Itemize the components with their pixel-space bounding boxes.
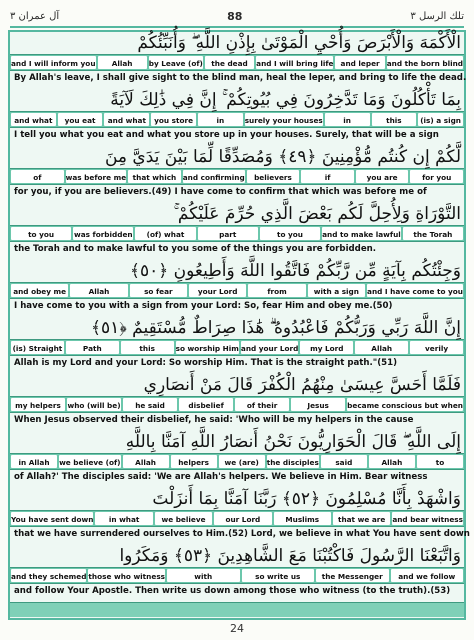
- english-translation: of Allah?' The disciples said: 'We are Allah's helpers. We believe in Him. Bear witness: [14, 472, 428, 482]
- word-translation: in: [198, 113, 243, 126]
- english-translation: for you, if you are believers.(49) I have come to confirm that which was before me of: [14, 187, 427, 197]
- word-translation: so worship Him: [176, 341, 239, 354]
- word-translation: You have sent down: [11, 512, 93, 525]
- word-translation: we believe (of): [59, 455, 120, 468]
- verse-block: [10, 317, 464, 370]
- word-translation: we believe: [155, 512, 212, 525]
- word-translation: the disciples: [267, 455, 319, 468]
- verse-block: [10, 203, 464, 256]
- word-translation: and confirming: [183, 170, 245, 183]
- word-translation: (is) Straight: [11, 341, 64, 354]
- word-translation: in: [325, 113, 370, 126]
- word-translation: to: [417, 455, 463, 468]
- word-translation: was before me: [66, 170, 127, 183]
- arabic-line: وَاشْهَدْ بِأَنَّا مُسْلِمُونَ ﴿٥٢﴾ رَبَّنَا آمَنَّا بِمَا أَنزَلْتَ: [152, 489, 461, 509]
- word-translation: said: [321, 455, 367, 468]
- word-translation: and what: [104, 113, 149, 126]
- word-translation: and I will bring life: [256, 56, 333, 69]
- word-translation: the Messenger: [316, 569, 389, 582]
- word-translation: Allah: [355, 341, 408, 354]
- word-translation: in what: [95, 512, 152, 525]
- word-translation: Jesus: [291, 398, 345, 411]
- verse-block: [10, 32, 467, 85]
- word-translation: to you: [260, 227, 320, 240]
- word-translation: your Lord: [189, 284, 246, 297]
- word-translation: that which: [128, 170, 181, 183]
- verse-block: [10, 146, 464, 199]
- word-translation: (of) what: [135, 227, 195, 240]
- word-translation: Path: [66, 341, 119, 354]
- word-by-word-row: [10, 111, 464, 128]
- word-translation: (is) a sign: [418, 113, 463, 126]
- word-translation: if: [301, 170, 354, 183]
- word-translation: those who witness: [88, 569, 165, 582]
- word-translation: was forbidden: [73, 227, 133, 240]
- word-translation: with a sign: [308, 284, 365, 297]
- surah-name: آل عمران ٣: [10, 10, 60, 22]
- arabic-line: فَلَمَّا أَحَسَّ عِيسَىٰ مِنْهُمُ الْكُفْرَ قَالَ مَنْ أَنصَارِي: [143, 375, 461, 395]
- word-translation: became conscious but when: [347, 398, 463, 411]
- word-by-word-row: [10, 54, 464, 71]
- word-translation: you eat: [58, 113, 103, 126]
- word-translation: for you: [410, 170, 463, 183]
- word-translation: in Allah: [11, 455, 57, 468]
- word-translation: and we follow: [391, 569, 464, 582]
- english-translation: and follow Your Apostle. Then write us down among those who witness (to the truth).(53): [14, 586, 451, 596]
- word-by-word-row: [10, 453, 464, 470]
- arabic-line: وَجِئْتُكُم بِآيَةٍ مِّن رَّبِّكُمْ فَاتَّقُوا اللَّهَ وَأَطِيعُونِ ﴿٥٠﴾: [130, 261, 461, 281]
- word-translation: Allah: [98, 56, 147, 69]
- arabic-line: وَاتَّبَعْنَا الرَّسُولَ فَاكْتُبْنَا مَعَ الشَّاهِدِينَ ﴿٥٣﴾ وَمَكَرُوا: [119, 546, 461, 566]
- word-translation: you store: [151, 113, 196, 126]
- word-translation: this: [121, 341, 174, 354]
- verse-block: [10, 431, 464, 484]
- word-translation: Muslims: [274, 512, 331, 525]
- english-translation: the Torah and to make lawful to you some of the things you are forbidden.: [14, 244, 377, 254]
- word-translation: part: [198, 227, 258, 240]
- word-translation: surely your houses: [245, 113, 323, 126]
- header-divider: [10, 26, 464, 28]
- word-translation: Allah: [70, 284, 127, 297]
- english-translation: I tell you what you eat and what you store up in your houses. Surely, that will be a sign: [14, 130, 439, 140]
- footer-strip: [10, 602, 464, 617]
- word-translation: and the born blind: [387, 56, 463, 69]
- word-translation: so write us: [242, 569, 315, 582]
- word-by-word-row: [10, 396, 464, 413]
- word-translation: who (will be): [67, 398, 121, 411]
- word-translation: by Leave (of): [149, 56, 203, 69]
- word-by-word-row: [10, 510, 464, 527]
- word-translation: and bear witness: [392, 512, 463, 525]
- word-translation: the dead: [205, 56, 254, 69]
- word-translation: from: [248, 284, 305, 297]
- verse-block: [10, 545, 464, 598]
- english-translation: Allah is my Lord and your Lord: So worship Him. That is the straight path."(51): [14, 358, 398, 368]
- word-translation: and to make lawful: [322, 227, 401, 240]
- word-translation: this: [372, 113, 417, 126]
- word-translation: and what: [11, 113, 56, 126]
- word-translation: you are: [356, 170, 409, 183]
- word-translation: helpers: [171, 455, 217, 468]
- word-translation: and leper: [335, 56, 384, 69]
- verse-block: [10, 260, 464, 313]
- verse-block: [10, 374, 464, 427]
- top-page-number: 88: [227, 9, 243, 23]
- word-translation: the Torah: [403, 227, 463, 240]
- word-translation: and they schemed: [11, 569, 86, 582]
- word-translation: and your Lord: [241, 341, 298, 354]
- verse-block: [10, 89, 464, 142]
- bottom-page-number: 24: [230, 622, 244, 635]
- juz-name: تلك الرسل ٣: [410, 10, 464, 22]
- english-translation: I have come to you with a sign from your Lord: So, fear Him and obey me.(50): [14, 301, 393, 311]
- word-translation: and obey me: [11, 284, 68, 297]
- word-by-word-row: [10, 567, 464, 584]
- word-translation: my Lord: [300, 341, 353, 354]
- word-translation: verily: [410, 341, 463, 354]
- word-translation: we (are): [219, 455, 265, 468]
- word-translation: and I have come to you: [367, 284, 463, 297]
- english-translation: By Allah's leave, I shall give sight to the blind man, heal the leper, and bring to life the dead.: [14, 73, 467, 83]
- arabic-line: لَّكُمْ إِن كُنتُم مُّؤْمِنِينَ ﴿٤٩﴾ وَمُصَدِّقًا لِّمَا بَيْنَ يَدَيَّ مِنَ: [104, 147, 461, 167]
- word-by-word-row: [10, 339, 464, 356]
- word-translation: he said: [123, 398, 177, 411]
- arabic-line: التَّوْرَاةِ وَلِأُحِلَّ لَكُم بَعْضَ الَّذِي حُرِّمَ عَلَيْكُمْ ۚ: [173, 204, 461, 224]
- word-by-word-row: [10, 225, 464, 242]
- word-translation: my helpers: [11, 398, 65, 411]
- word-translation: so fear: [130, 284, 187, 297]
- word-translation: of: [11, 170, 64, 183]
- word-translation: of their: [235, 398, 289, 411]
- verse-block: [10, 488, 470, 541]
- word-by-word-row: [10, 282, 464, 299]
- word-by-word-row: [10, 168, 464, 185]
- arabic-line: إِنَّ اللَّهَ رَبِّي وَرَبُّكُمْ فَاعْبُدُوهُ ۗ هَٰذَا صِرَاطٌ مُّسْتَقِيمٌ ﴿٥١﴾: [91, 318, 461, 338]
- word-translation: and I will inform you: [11, 56, 96, 69]
- english-translation: When Jesus observed their disbelief, he said: 'Who will be my helpers in the cause: [14, 415, 414, 425]
- word-translation: with: [167, 569, 240, 582]
- word-translation: that we are: [333, 512, 390, 525]
- word-translation: to you: [11, 227, 71, 240]
- page-header: [10, 4, 464, 28]
- word-translation: Allah: [123, 455, 169, 468]
- arabic-line: بِمَا تَأْكُلُونَ وَمَا تَدَّخِرُونَ فِي بُيُوتِكُمْ ۚ إِنَّ فِي ذَٰلِكَ لَآيَةً: [110, 90, 461, 110]
- english-translation: that we have surrendered ourselves to Him.(52) Lord, we believe in what You have sent down: [14, 529, 470, 539]
- word-translation: disbelief: [179, 398, 233, 411]
- word-translation: Allah: [369, 455, 415, 468]
- arabic-line: إِلَى اللَّهِ ۖ قَالَ الْحَوَارِيُّونَ نَحْنُ أَنصَارُ اللَّهِ آمَنَّا بِاللَّهِ: [125, 432, 461, 452]
- arabic-line: الْأَكْمَهَ وَالْأَبْرَصَ وَأُحْيِ الْمَوْتَىٰ بِإِذْنِ اللَّهِ ۖ وَأُنَبِّئُكُمْ: [137, 33, 461, 53]
- word-translation: believers: [247, 170, 300, 183]
- word-translation: our Lord: [214, 512, 271, 525]
